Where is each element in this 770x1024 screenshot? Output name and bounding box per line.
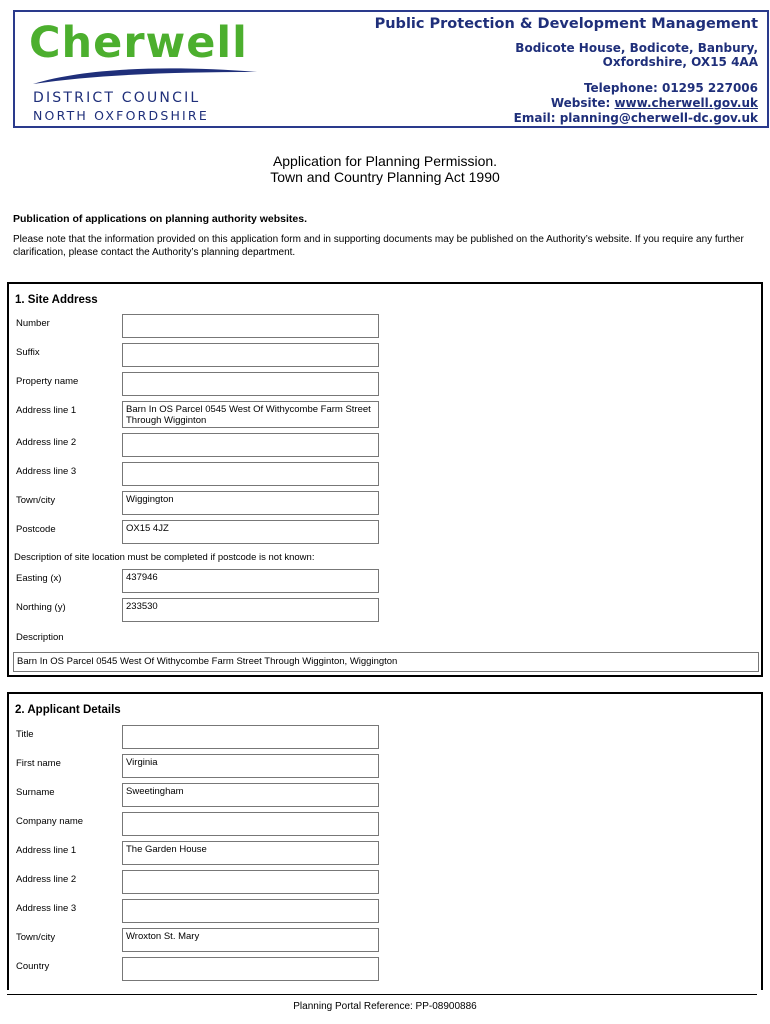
property-name-field[interactable] xyxy=(122,372,379,396)
form-row xyxy=(9,928,761,952)
form-row xyxy=(9,754,761,778)
number-field[interactable] xyxy=(122,314,379,338)
company-name-field[interactable] xyxy=(122,812,379,836)
address-line-2: Oxfordshire, OX15 4AA xyxy=(602,55,758,69)
title-line-2: Town and Country Planning Act 1990 xyxy=(270,169,500,185)
field-label: Property name xyxy=(16,376,79,387)
suffix-field[interactable] xyxy=(122,343,379,367)
form-row xyxy=(9,841,761,865)
field-label: Country xyxy=(16,961,50,972)
form-row xyxy=(9,462,761,486)
publication-heading: Publication of applications on planning authority websites. xyxy=(13,213,308,225)
location-note: Description of site location must be completed if postcode is not known: xyxy=(14,552,315,563)
form-row xyxy=(9,314,761,338)
field-label: Address line 1 xyxy=(16,405,77,416)
form-row xyxy=(9,433,761,457)
field-label: Address line 2 xyxy=(16,874,77,885)
applicant-address-line-2-field[interactable] xyxy=(122,870,379,894)
address-line-1-field[interactable]: Barn In OS Parcel 0545 West Of Withycombe Farm Street Through Wigginton xyxy=(122,401,379,428)
field-label: Company name xyxy=(16,816,84,827)
field-label: First name xyxy=(16,758,61,769)
form-row xyxy=(9,725,761,749)
contact-block xyxy=(375,16,758,126)
form-row xyxy=(9,783,761,807)
form-row xyxy=(9,899,761,923)
field-label: Address line 2 xyxy=(16,437,77,448)
form-row xyxy=(9,870,761,894)
applicant-address-line-1-field[interactable]: The Garden House xyxy=(122,841,379,865)
field-label: Surname xyxy=(16,787,55,798)
easting-field[interactable]: 437946 xyxy=(122,569,379,593)
field-label: Easting (x) xyxy=(16,573,62,584)
section-title: 2. Applicant Details xyxy=(15,704,121,716)
section-title: 1. Site Address xyxy=(15,294,98,306)
logo-wordmark: Cherwell xyxy=(29,18,248,68)
postcode-field[interactable]: OX15 4JZ xyxy=(122,520,379,544)
applicant-town-city-field[interactable]: Wroxton St. Mary xyxy=(122,928,379,952)
address-line-3-field[interactable] xyxy=(122,462,379,486)
applicant-details-section xyxy=(7,692,763,990)
description-field[interactable]: Barn In OS Parcel 0545 West Of Withycombe Farm Street Through Wigginton, Wiggington xyxy=(13,652,759,672)
address-line-2-field[interactable] xyxy=(122,433,379,457)
logo-line-oxfordshire: NORTH OXFORDSHIRE xyxy=(33,108,209,123)
description-label: Description xyxy=(16,632,64,643)
logo-swoosh-icon xyxy=(31,64,261,88)
field-label: Town/city xyxy=(16,932,56,943)
form-row xyxy=(9,957,761,981)
first-name-field[interactable]: Virginia xyxy=(122,754,379,778)
form-row xyxy=(9,812,761,836)
publication-note: Please note that the information provided on this application form and in supporting documents may be published on the Authority’s website. If you require any further clarification, please contact the Authority’s planning department. xyxy=(13,234,744,258)
website-label: Website: xyxy=(550,96,615,110)
form-row xyxy=(9,598,761,622)
field-label: Address line 3 xyxy=(16,903,77,914)
address-line-1: Bodicote House, Bodicote, Banbury, xyxy=(515,41,758,55)
website-row xyxy=(375,96,758,111)
field-label: Title xyxy=(16,729,34,740)
form-row xyxy=(9,491,761,515)
portal-reference: Planning Portal Reference: PP-08900886 xyxy=(293,1001,477,1012)
form-row xyxy=(9,372,761,396)
applicant-address-line-3-field[interactable] xyxy=(122,899,379,923)
surname-field[interactable]: Sweetingham xyxy=(122,783,379,807)
field-label: Postcode xyxy=(16,524,56,535)
town-city-field[interactable]: Wiggington xyxy=(122,491,379,515)
form-row xyxy=(9,343,761,367)
email-link[interactable]: planning@cherwell-dc.gov.uk xyxy=(559,111,758,125)
country-field[interactable] xyxy=(122,957,379,981)
title-field[interactable] xyxy=(122,725,379,749)
form-row xyxy=(9,401,761,428)
northing-field[interactable]: 233530 xyxy=(122,598,379,622)
field-label: Suffix xyxy=(16,347,40,358)
field-label: Town/city xyxy=(16,495,56,506)
form-row xyxy=(9,520,761,544)
header-banner xyxy=(13,10,769,128)
department-name: Public Protection & Development Management xyxy=(374,16,758,32)
logo-line-district: DISTRICT COUNCIL xyxy=(33,90,201,106)
telephone: Telephone: 01295 227006 xyxy=(583,81,758,95)
site-address-section xyxy=(7,282,763,677)
form-row xyxy=(9,569,761,593)
field-label: Address line 3 xyxy=(16,466,77,477)
email-label: Email: xyxy=(513,111,560,125)
email-row xyxy=(375,111,758,126)
document-title xyxy=(0,153,770,185)
field-label: Northing (y) xyxy=(16,602,66,613)
field-label: Number xyxy=(16,318,50,329)
website-link[interactable]: www.cherwell.gov.uk xyxy=(614,96,758,110)
field-label: Address line 1 xyxy=(16,845,77,856)
title-line-1: Application for Planning Permission. xyxy=(272,153,498,169)
cherwell-logo xyxy=(29,18,259,123)
footer-divider xyxy=(7,994,757,995)
